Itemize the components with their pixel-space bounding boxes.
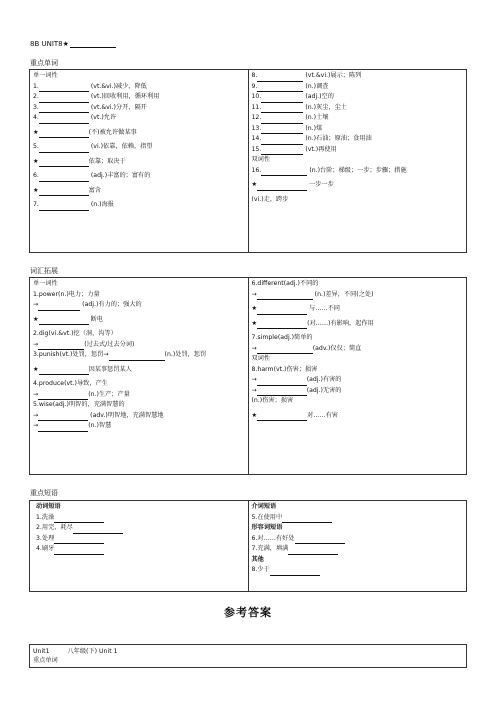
vocab-item-dig: 2.dig(vi.&vt.)挖（洞，沟等） (33, 330, 117, 337)
star-icon: ★ (33, 365, 39, 373)
word-item-15: 15. (vt.)再使用 (252, 145, 464, 156)
vocab-item-harm: 8.harm(vt.)伤害；损害 (251, 365, 318, 373)
word-item-1: 1. (vt.&vi.)减少，降低 (33, 82, 245, 93)
answer-table (29, 644, 467, 668)
star-icon: ★ (33, 128, 39, 136)
word-item-9: 9. (n.)调查 (252, 82, 464, 93)
star-icon: ★ (251, 411, 258, 419)
phrase-item: ★ (对……)有影响，起作用 (252, 319, 464, 330)
word-item-4: 4. (vt.)允许 (33, 113, 245, 124)
word-item-11: 11. (n.)灰尘，尘土 (252, 103, 464, 114)
phrase-item: ★ 对……有害 (252, 411, 464, 422)
arrow-icon: → (251, 344, 257, 352)
phrase-item-4: 4.刷牙 (36, 544, 245, 555)
star-icon: ★ (33, 315, 39, 323)
phrase-item: ★ (不)被允许做某事 (33, 128, 245, 139)
word-item-8: 8. (vt.&vi.)展示；陈列 (252, 71, 464, 82)
arrow-icon: → (33, 390, 39, 398)
phrase-item-3: 3.处理 (36, 534, 245, 545)
label-single-pos: 单一词性 (33, 280, 58, 287)
star-icon: ★ (251, 319, 258, 327)
star-icon: ★ (33, 157, 39, 165)
arrow-icon: → (251, 386, 257, 394)
vocab-item-produce: 4.produce(vt.)导致，产生 (33, 380, 108, 387)
answer-section: 重点单词 (33, 657, 58, 664)
arrow-icon: → (251, 376, 257, 383)
word-item-16: 16. (n.)台阶；梯级；一步；步骤；措施 (252, 166, 464, 177)
vocab-derivative: → (adj.)有力的；强大的 (33, 300, 245, 311)
word-item-5: 5. (vi.)依靠，依赖，指望 (33, 142, 245, 153)
label-single-pos: 单一词性 (33, 72, 58, 79)
word-item-7: 7. (n.)海报 (33, 200, 245, 211)
vocab-derivative: → (adj.)有害的 (252, 375, 464, 386)
label-verb-phrases: 动词短语 (36, 503, 61, 510)
phrase-item: ★ 富含 (33, 186, 245, 197)
word-item-2: 2. (vt.)回收利用，循环利用 (33, 92, 245, 103)
word-item-14: 14. (n.)石油；原油；食用油 (252, 134, 464, 145)
vocab-item-wise: 5.wise(adj.)明智的，充满智慧的 (33, 401, 125, 408)
phrase-item-1: 1.洗澡 (36, 513, 245, 524)
star-icon: ★ (251, 305, 258, 312)
word-item-16-verb: (vi.)走，跨步 (251, 195, 289, 203)
arrow-icon: → (33, 301, 39, 308)
arrow-icon: → (251, 290, 257, 298)
vocab-derivative: → (adj.)无害的 (252, 386, 464, 397)
label-dual-pos: 双词性 (251, 355, 271, 362)
phrase-item: ★ 因某事惩罚某人 (33, 365, 245, 376)
star-icon: ★ (33, 186, 39, 194)
phrase-item-8: 8.少于 (252, 565, 464, 576)
word-item-10: 10. (adj.)空的 (252, 92, 464, 103)
title-blank[interactable] (70, 40, 116, 48)
word-item-6: 6. (adj.)丰富的；富有的 (33, 171, 245, 182)
phrase-item-7: 7.充满，填满 (252, 544, 464, 555)
phrase-item: ★ 断电 (33, 315, 245, 326)
word-item-13: 13. (n.)煤 (252, 124, 464, 135)
label-dual-pos: 双词性 (251, 156, 271, 163)
vocab-derivative: → (过去式/过去分词) (33, 340, 245, 351)
vocab-item-simple: 7.simple(adj.)简单的 (251, 334, 313, 341)
star-icon: ★ (251, 181, 258, 188)
vocab-item-power: 1.power(n.)电力；力量 (33, 290, 100, 298)
key-words-table (29, 69, 467, 253)
key-phrases-table (29, 500, 467, 592)
label-prep-phrases: 介词短语 (251, 503, 277, 510)
section-title-vocab-expansion: 词汇拓展 (30, 267, 58, 275)
phrase-item-5: 5.在使用中 (252, 513, 464, 524)
phrase-item-6: 6.对……有好处 (252, 534, 464, 545)
vocab-item-different: 6.different(adj.)不同的 (251, 280, 319, 287)
arrow-icon: → (33, 340, 39, 348)
label-adj-phrases: 形容词短语 (251, 524, 283, 531)
vocab-derivative: → (adv.)仅仅；简直 (252, 344, 464, 355)
word-item-12: 12. (n.)土壤 (252, 113, 464, 124)
answer-grade: 八年级(下) Unit 1 (67, 648, 118, 655)
section-title-key-words: 重点单词 (30, 59, 58, 67)
phrase-item: ★ 与……不同 (252, 304, 464, 315)
vocab-derivative: → (n.)智慧 (33, 421, 245, 432)
vocab-item-punish: 3.punish(vt.)处罚，惩罚→ (n.)处罚，惩罚 (33, 350, 245, 361)
phrase-item-2: 2.用完，耗尽 (36, 523, 245, 534)
section-title-key-phrases: 重点短语 (30, 489, 58, 497)
arrow-icon: → (33, 422, 39, 429)
page-title: 8B UNIT8★ (30, 40, 116, 48)
label-others: 其他 (251, 555, 264, 563)
answer-title: 参考答案 (224, 606, 272, 619)
arrow-icon: → (33, 411, 39, 419)
vocab-derivative: → (adv.)明智地，充满智慧地 (33, 411, 245, 422)
vocab-expansion-table (29, 277, 467, 475)
phrase-item: ★ 依靠；取决于 (33, 157, 245, 168)
vocab-derivative: → (n.)差异，不同(之处) (252, 290, 464, 301)
word-item-3: 3. (vt.&vi.)分开，隔开 (33, 103, 245, 114)
answer-unit: Unit1 (33, 648, 50, 655)
vocab-derivative: → (n.)生产；产量 (33, 390, 245, 401)
vocab-item-harm-noun: (n.)伤害；损害 (251, 397, 294, 404)
answer-header (30, 645, 467, 668)
phrase-item: ★ 一步一步 (252, 180, 464, 191)
